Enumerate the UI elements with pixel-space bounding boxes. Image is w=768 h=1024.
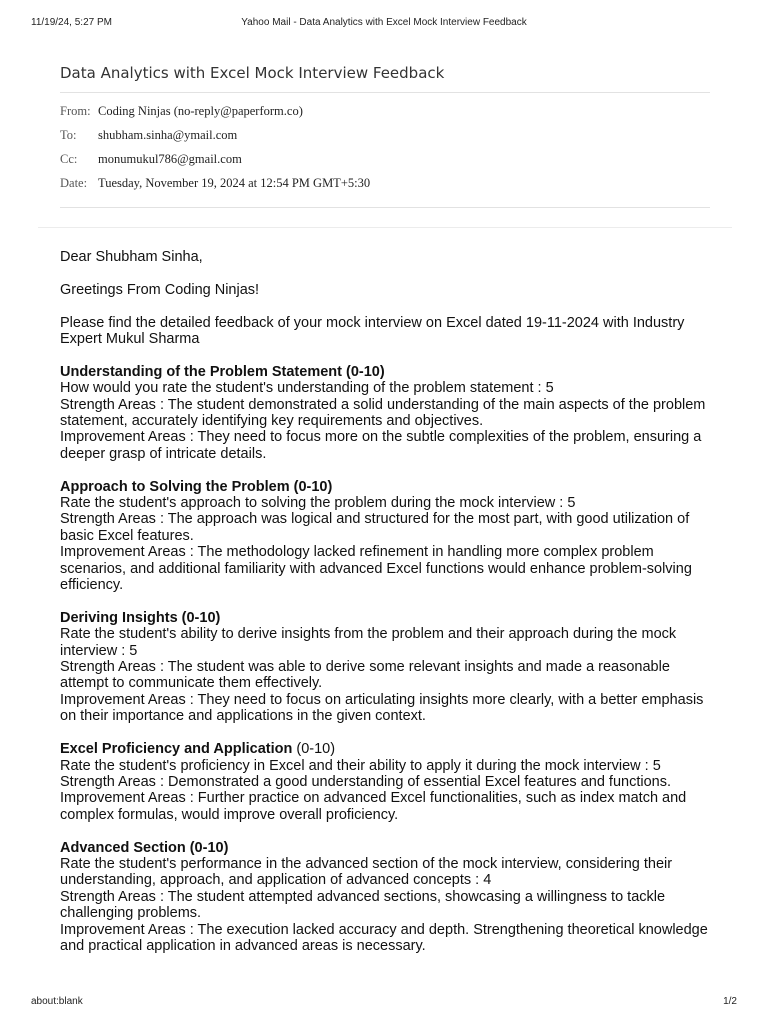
section-rating: Rate the student's proficiency in Excel and their ability to apply it during the mock interview : 5 bbox=[60, 757, 661, 774]
section-strength: Strength Areas : The student was able to derive some relevant insights and made a reasonable attempt to communicate them effectively. bbox=[60, 659, 670, 692]
section-heading bbox=[60, 364, 720, 380]
print-footer bbox=[31, 996, 737, 1010]
feedback-section-approach bbox=[60, 479, 720, 594]
to-row bbox=[60, 127, 710, 151]
to-value[interactable]: shubham.sinha@ymail.com bbox=[98, 128, 238, 142]
section-rating: Rate the student's performance in the advanced section of the mock interview, considering their understanding, approach, and application of advanced concepts : 4 bbox=[60, 855, 673, 889]
feedback-section-advanced bbox=[60, 840, 720, 955]
feedback-section-excel-proficiency bbox=[60, 741, 720, 823]
from-row bbox=[60, 103, 710, 127]
section-improvement: Improvement Areas : The methodology lacked refinement in handling more complex problem scenarios, and additional familiarity with advanced Excel functions would enhance problem-solving efficiency. bbox=[60, 544, 692, 594]
date-label: Date: bbox=[60, 176, 88, 190]
email-header bbox=[60, 64, 710, 208]
section-strength: Strength Areas : The student demonstrated a solid understanding of the main aspects of the problem statement, accurately identifying key requirements and objectives. bbox=[60, 396, 706, 430]
feedback-section-understanding bbox=[60, 364, 720, 462]
salutation: Dear Shubham Sinha, bbox=[60, 249, 203, 265]
section-heading-rest: (0-10) bbox=[292, 741, 336, 758]
cc-row bbox=[60, 151, 710, 175]
section-heading-bold: Deriving Insights (0-10) bbox=[60, 609, 221, 626]
section-improvement: Improvement Areas : The execution lacked accuracy and depth. Strengthening theoretical knowledge and practical application in advanced areas is necessary. bbox=[60, 921, 708, 954]
email-meta bbox=[60, 93, 710, 208]
section-rating: Rate the student's approach to solving the problem during the mock interview : 5 bbox=[60, 495, 576, 512]
body-divider bbox=[38, 227, 732, 228]
section-strength: Strength Areas : The approach was logical and structured for the most part, with good utilization of basic Excel features. bbox=[60, 511, 690, 544]
print-url: about:blank bbox=[31, 996, 83, 1007]
print-page-number: 1/2 bbox=[723, 996, 737, 1007]
intro: Please find the detailed feedback of your mock interview on Excel dated 19-11-2024 with Industry Expert Mukul Sharma bbox=[60, 314, 685, 347]
section-heading-bold: Approach to Solving the Problem (0-10) bbox=[60, 478, 333, 495]
section-heading-bold: Excel Proficiency and Application bbox=[60, 741, 293, 758]
feedback-section-insights bbox=[60, 610, 720, 725]
section-improvement: Improvement Areas : They need to focus on articulating insights more clearly, with a better emphasis on their importance and applications in the given context. bbox=[60, 691, 704, 725]
section-heading bbox=[60, 741, 720, 757]
email-body bbox=[60, 249, 720, 954]
section-heading-bold: Understanding of the Problem Statement (0-10) bbox=[60, 363, 385, 380]
section-heading bbox=[60, 479, 720, 495]
cc-value[interactable]: monumukul786@gmail.com bbox=[98, 152, 242, 166]
section-rating: Rate the student's ability to derive insights from the problem and their approach during the mock interview : 5 bbox=[60, 626, 677, 659]
cc-label: Cc: bbox=[60, 152, 78, 166]
date-row bbox=[60, 175, 710, 199]
section-heading bbox=[60, 840, 720, 856]
section-improvement: Improvement Areas : They need to focus more on the subtle complexities of the problem, ensuring a deeper grasp of intricate details. bbox=[60, 429, 702, 462]
print-page-title: Yahoo Mail - Data Analytics with Excel Mock Interview Feedback bbox=[241, 17, 527, 28]
section-heading-bold: Advanced Section (0-10) bbox=[60, 839, 229, 856]
print-header bbox=[31, 17, 737, 31]
section-heading bbox=[60, 610, 720, 626]
date-value: Tuesday, November 19, 2024 at 12:54 PM GMT+5:30 bbox=[98, 176, 371, 190]
to-label: To: bbox=[60, 128, 77, 142]
section-strength: Strength Areas : The student attempted advanced sections, showcasing a willingness to tackle challenging problems. bbox=[60, 888, 666, 922]
greeting: Greetings From Coding Ninjas! bbox=[60, 281, 260, 298]
section-strength: Strength Areas : Demonstrated a good understanding of essential Excel features and functions. bbox=[60, 773, 671, 790]
email-subject: Data Analytics with Excel Mock Interview Feedback bbox=[60, 64, 710, 93]
from-value[interactable]: Coding Ninjas (no-reply@paperform.co) bbox=[98, 104, 303, 118]
print-datetime: 11/19/24, 5:27 PM bbox=[31, 17, 112, 28]
section-rating: How would you rate the student's understanding of the problem statement : 5 bbox=[60, 380, 554, 397]
from-label: From: bbox=[60, 104, 91, 118]
section-improvement: Improvement Areas : Further practice on advanced Excel functionalities, such as index match and complex formulas, would improve overall proficiency. bbox=[60, 790, 687, 823]
